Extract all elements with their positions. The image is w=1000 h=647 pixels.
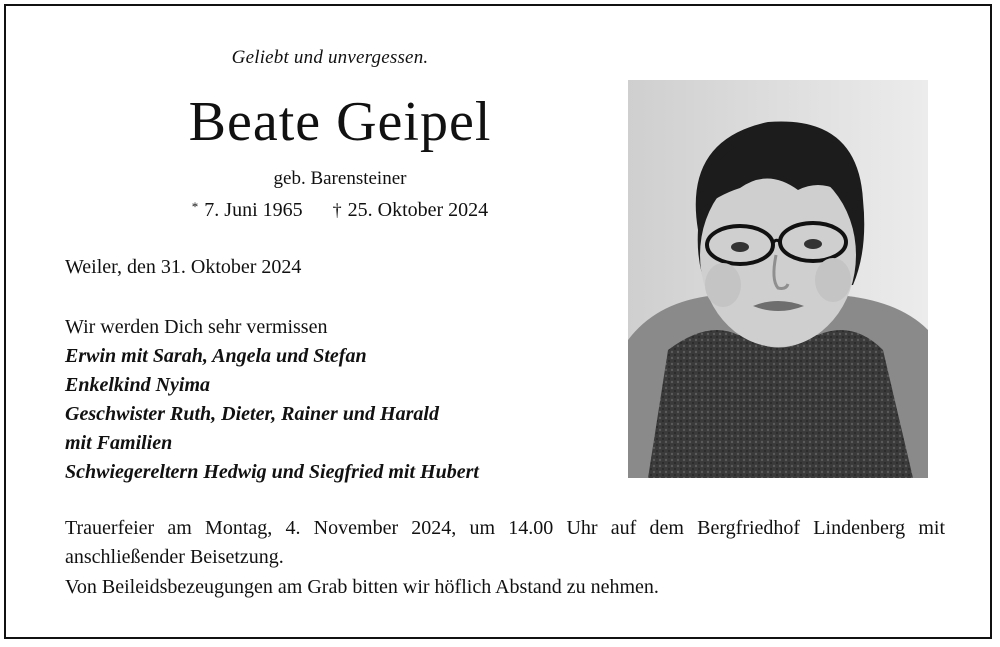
mourners-block	[65, 313, 479, 487]
birth-name: geb. Barensteiner	[273, 168, 407, 189]
mourner-line: Schwiegereltern Hedwig und Siegfried mit Hubert	[65, 461, 479, 483]
mourners-intro: Wir werden Dich sehr vermissen	[65, 316, 328, 338]
life-dates	[150, 199, 530, 222]
mourner-line: mit Familien	[65, 432, 173, 454]
mourner-line: Erwin mit Sarah, Angela und Stefan	[65, 345, 367, 367]
portrait-photo	[628, 80, 928, 478]
mourner-line: Geschwister Ruth, Dieter, Rainer und Harald	[65, 403, 439, 425]
condolence-note: Von Beileidsbezeugungen am Grab bitten wir höflich Abstand zu nehmen.	[65, 576, 659, 598]
death-cross-icon: †	[332, 200, 342, 220]
mourner-line: Enkelkind Nyima	[65, 374, 211, 396]
funeral-notice: Trauerfeier am Montag, 4. November 2024, um 14.00 Uhr auf dem Bergfriedhof Lindenberg mit anschließender Beisetzung.	[65, 517, 945, 568]
portrait-illustration	[628, 80, 928, 478]
death-date: 25. Oktober 2024	[347, 199, 489, 221]
motto: Geliebt und unvergessen.	[231, 47, 429, 68]
place-and-date: Weiler, den 31. Oktober 2024	[65, 256, 302, 278]
birth-star-icon: *	[191, 199, 199, 214]
birth-date: 7. Juni 1965	[204, 199, 303, 221]
deceased-name: Beate Geipel	[188, 91, 492, 153]
